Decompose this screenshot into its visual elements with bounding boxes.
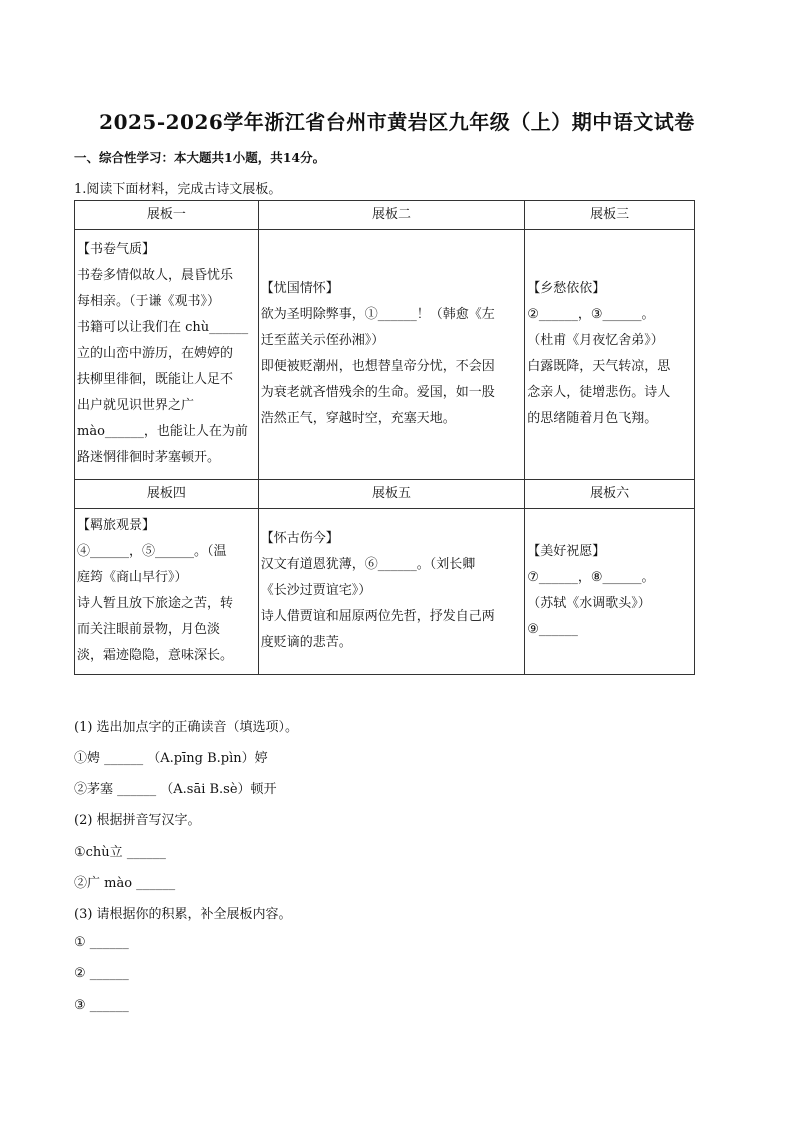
board-line: 白露既降，天气转凉，思 <box>527 358 671 374</box>
subquestion-2-prompt: (2) 根据拼音写汉字。 <box>74 813 201 828</box>
board-line: （杜甫《月夜忆舍弟》） <box>527 332 664 348</box>
board-header: 展板一 <box>75 201 259 230</box>
board-header: 展板二 <box>258 201 525 230</box>
board-line: 【忧国情怀】 <box>260 280 339 296</box>
board-line: 汉文有道恩犹薄，⑥______。（刘长卿 <box>260 556 476 572</box>
board-6-content <box>525 509 695 675</box>
board-line: 《长沙过贾谊宅》） <box>260 582 372 598</box>
board-line: 【乡愁依依】 <box>527 280 606 296</box>
subquestion-1-prompt: (1) 选出加点字的正确读音（填选项）。 <box>74 720 299 735</box>
board-line: 而关注眼前景物，月色淡 <box>77 621 221 637</box>
board-line: ②______，③______。 <box>527 306 655 322</box>
board-line: 迁至蓝关示侄孙湘》） <box>260 332 385 348</box>
board-line: 庭筠《商山早行》） <box>77 569 188 585</box>
board-line: 【羁旅观景】 <box>77 517 156 533</box>
page-title: 2025-2026学年浙江省台州市黄岩区九年级（上）期中语文试卷 <box>99 110 695 134</box>
board-4-content <box>75 509 259 675</box>
board-line: ⑦______，⑧______。 <box>527 569 655 585</box>
boards-header-row <box>75 201 695 230</box>
board-2-content <box>258 230 525 480</box>
board-line: 路迷惘徘徊时茅塞顿开。 <box>77 449 221 465</box>
board-line: 念亲人，徒增悲伤。诗人 <box>527 384 671 400</box>
board-line: 每相亲。（于谦《观书》） <box>77 293 221 309</box>
board-line: mào______，也能让人在为前 <box>77 423 248 439</box>
board-line: ⑨______ <box>527 621 578 637</box>
board-line: 【美好祝愿】 <box>527 543 606 559</box>
boards-content-row <box>75 230 695 480</box>
board-line: 书卷多情似故人，晨昏忧乐 <box>77 267 234 283</box>
answer-line: ②茅塞 ______ （A.sāi B.sè）顿开 <box>74 782 277 797</box>
board-line: 出户就见识世界之广 <box>77 397 195 413</box>
answer-line: ③ ______ <box>74 998 129 1013</box>
board-header: 展板六 <box>525 480 695 509</box>
answer-line: ①chù立 ______ <box>74 845 166 860</box>
board-line: 的思绪随着月色飞翔。 <box>527 410 658 426</box>
board-line: 【怀古伤今】 <box>260 530 339 546</box>
board-line: 为衰老就吝惜残余的生命。爱国，如一股 <box>260 384 495 400</box>
board-line: 【书卷气质】 <box>77 241 156 257</box>
question-intro: 1.阅读下面材料，完成古诗文展板。 <box>74 182 282 197</box>
board-line: 立的山峦中游历，在娉婷的 <box>77 345 234 361</box>
section-heading: 一、综合性学习：本大题共1小题，共14分。 <box>74 150 326 165</box>
answer-line: ①娉 ______ （A.pīng B.pìn）婷 <box>74 751 268 766</box>
board-1-content <box>75 230 259 480</box>
board-line: 度贬谪的悲苦。 <box>260 634 352 650</box>
answer-line: ① ______ <box>74 935 129 950</box>
board-line: 欲为圣明除弊事，①______！（韩愈《左 <box>260 306 495 322</box>
board-line: 即便被贬潮州，也想替皇帝分忧，不会因 <box>260 358 495 374</box>
answer-line: ② ______ <box>74 966 129 981</box>
board-line: 淡，霜迹隐隐，意味深长。 <box>77 647 234 663</box>
board-5-content <box>258 509 525 675</box>
answer-line: ②广 mào ______ <box>74 876 176 891</box>
board-3-content <box>525 230 695 480</box>
boards-content-row <box>75 509 695 675</box>
board-line: 书籍可以让我们在 chù______ <box>77 319 249 335</box>
subquestion-3-prompt: (3) 请根据你的积累，补全展板内容。 <box>74 907 292 922</box>
board-line: 诗人暂且放下旅途之苦，转 <box>77 595 234 611</box>
boards-header-row <box>75 480 695 509</box>
board-line: 诗人借贾谊和屈原两位先哲，抒发自己两 <box>260 608 495 624</box>
board-line: ④______，⑤______。（温 <box>77 543 227 559</box>
board-header: 展板五 <box>258 480 525 509</box>
board-line: 浩然正气，穿越时空，充塞天地。 <box>260 410 456 426</box>
boards-table <box>74 200 695 675</box>
board-header: 展板四 <box>75 480 259 509</box>
board-line: 扶柳里徘徊，既能让人足不 <box>77 371 234 387</box>
board-line: （苏轼《水调歌头》） <box>527 595 651 611</box>
board-header: 展板三 <box>525 201 695 230</box>
